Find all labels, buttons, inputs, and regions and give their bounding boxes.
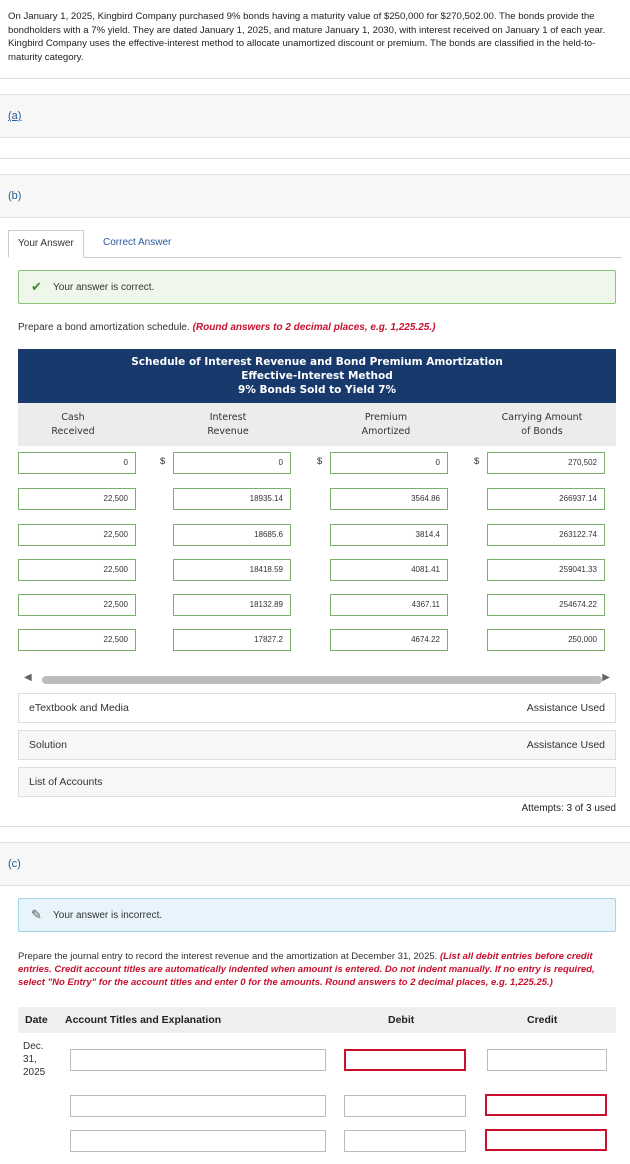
account-title-input[interactable] <box>70 1095 326 1117</box>
cash-received-input[interactable]: 22,500 <box>18 524 136 546</box>
schedule-method: Effective-Interest Method <box>241 370 393 382</box>
premium-amortized-input[interactable]: 4367.11 <box>330 594 448 616</box>
credit-input[interactable] <box>485 1094 607 1116</box>
currency-symbol: $ <box>317 456 323 467</box>
interest-revenue-input[interactable]: 17827.2 <box>173 629 291 651</box>
schedule-header <box>18 349 616 403</box>
carrying-amount-input[interactable]: 259041.33 <box>487 559 605 581</box>
instruction-text: Prepare the journal entry to record the interest revenue and the amortization at December 31, 2025. <box>18 951 438 962</box>
debit-input[interactable] <box>344 1095 466 1117</box>
cash-received-input[interactable]: 22,500 <box>18 594 136 616</box>
part-b-label: (b) <box>8 190 22 202</box>
horizontal-scrollbar[interactable] <box>18 672 616 686</box>
checkmark-icon: ✔ <box>31 279 42 294</box>
schedule-row <box>18 452 616 487</box>
col-carrying-amount: Carrying Amount of Bonds <box>501 412 583 437</box>
journal-date: Dec. 31, 2025 <box>23 1041 46 1078</box>
part-b-bar <box>0 174 630 218</box>
schedule-subtitle: 9% Bonds Sold to Yield 7% <box>238 384 396 396</box>
cash-received-input[interactable]: 0 <box>18 452 136 474</box>
part-c-label: (c) <box>8 858 21 870</box>
attempts-counter: Attempts: 3 of 3 used <box>521 803 616 814</box>
instruction-note: (Round answers to 2 decimal places, e.g. 1,225.25.) <box>192 322 436 333</box>
carrying-amount-input[interactable]: 254674.22 <box>487 594 605 616</box>
instruction-text: Prepare a bond amortization schedule. <box>18 322 190 333</box>
interest-revenue-input[interactable]: 18685.6 <box>173 524 291 546</box>
interest-revenue-input[interactable]: 18935.14 <box>173 488 291 510</box>
schedule-column-headers <box>18 403 616 446</box>
schedule-row <box>18 559 616 594</box>
currency-symbol: $ <box>474 456 480 467</box>
schedule-row <box>18 524 616 559</box>
account-title-input[interactable] <box>70 1130 326 1152</box>
tab-correct-answer[interactable]: Correct Answer <box>103 237 172 248</box>
list-of-accounts-label: List of Accounts <box>29 776 103 788</box>
carrying-amount-input[interactable]: 266937.14 <box>487 488 605 510</box>
premium-amortized-input[interactable]: 3814.4 <box>330 524 448 546</box>
scrollbar-thumb[interactable] <box>42 676 602 684</box>
tab-your-answer[interactable]: Your Answer <box>8 230 84 258</box>
premium-amortized-input[interactable]: 4081.41 <box>330 559 448 581</box>
schedule-row <box>18 629 616 664</box>
list-of-accounts-button[interactable] <box>18 767 616 797</box>
premium-amortized-input[interactable]: 4674.22 <box>330 629 448 651</box>
premium-amortized-input[interactable]: 3564.86 <box>330 488 448 510</box>
solution-label: Solution <box>29 739 67 751</box>
incorrect-message: Your answer is incorrect. <box>53 910 163 921</box>
header-account: Account Titles and Explanation <box>65 1014 222 1026</box>
scroll-right-icon[interactable]: ▶ <box>602 672 610 683</box>
journal-header <box>18 1007 616 1033</box>
instruction-note: (List all debit entries before credit entries. Credit account titles are automatically indented when amount is entered. Do not indent manually. If no entry is required, select "No Entry" for the account titles and enter 0 for the amounts. Round answers to 2 decimal places, e.g. 1,225.25.) <box>18 951 595 988</box>
problem-statement: On January 1, 2025, Kingbird Company purchased 9% bonds having a maturity value of $250,000 for $270,502.00. The bonds provide the bondholders with a 7% yield. They are dated January 1, 2025, and mature January 1, 2030, with interest received on January 1 of each year. Kingbird Company uses the effective-interest method to allocate unamortized discount or premium. The bonds are classified in the held-to-maturity category. <box>8 11 606 63</box>
col-premium-amortized: Premium Amortized <box>361 412 411 437</box>
account-title-input[interactable] <box>70 1049 326 1071</box>
schedule-title: Schedule of Interest Revenue and Bond Premium Amortization <box>131 356 503 368</box>
header-date: Date <box>25 1014 48 1026</box>
interest-revenue-input[interactable]: 0 <box>173 452 291 474</box>
debit-input[interactable] <box>344 1130 466 1152</box>
credit-input[interactable] <box>485 1129 607 1151</box>
pencil-icon: ✎ <box>31 907 42 922</box>
incorrect-message-box <box>18 898 616 932</box>
col-cash-received: Cash Received <box>51 412 95 437</box>
col-interest-revenue: Interest Revenue <box>207 412 249 437</box>
schedule-row <box>18 594 616 629</box>
answer-tabs <box>8 230 622 258</box>
cash-received-input[interactable]: 22,500 <box>18 559 136 581</box>
cash-received-input[interactable]: 22,500 <box>18 629 136 651</box>
scroll-left-icon[interactable]: ◀ <box>24 672 32 683</box>
carrying-amount-input[interactable]: 270,502 <box>487 452 605 474</box>
schedule-row <box>18 488 616 523</box>
carrying-amount-input[interactable]: 263122.74 <box>487 524 605 546</box>
credit-input[interactable] <box>487 1049 607 1071</box>
currency-symbol: $ <box>160 456 166 467</box>
header-debit: Debit <box>388 1014 415 1026</box>
etextbook-label: eTextbook and Media <box>29 702 129 714</box>
part-c-bar <box>0 842 630 886</box>
debit-input[interactable] <box>344 1049 466 1071</box>
assistance-used-badge: Assistance Used <box>526 702 605 714</box>
solution-button[interactable] <box>18 730 616 760</box>
premium-amortized-input[interactable]: 0 <box>330 452 448 474</box>
part-a-bar[interactable] <box>0 94 630 138</box>
part-b-instruction <box>18 322 435 333</box>
correct-message: Your answer is correct. <box>53 282 155 293</box>
part-c-instruction <box>18 950 618 989</box>
carrying-amount-input[interactable]: 250,000 <box>487 629 605 651</box>
interest-revenue-input[interactable]: 18132.89 <box>173 594 291 616</box>
part-a-label[interactable]: (a) <box>8 110 22 122</box>
correct-message-box <box>18 270 616 304</box>
cash-received-input[interactable]: 22,500 <box>18 488 136 510</box>
etextbook-button[interactable] <box>18 693 616 723</box>
interest-revenue-input[interactable]: 18418.59 <box>173 559 291 581</box>
assistance-used-badge: Assistance Used <box>526 739 605 751</box>
header-credit: Credit <box>527 1014 558 1026</box>
